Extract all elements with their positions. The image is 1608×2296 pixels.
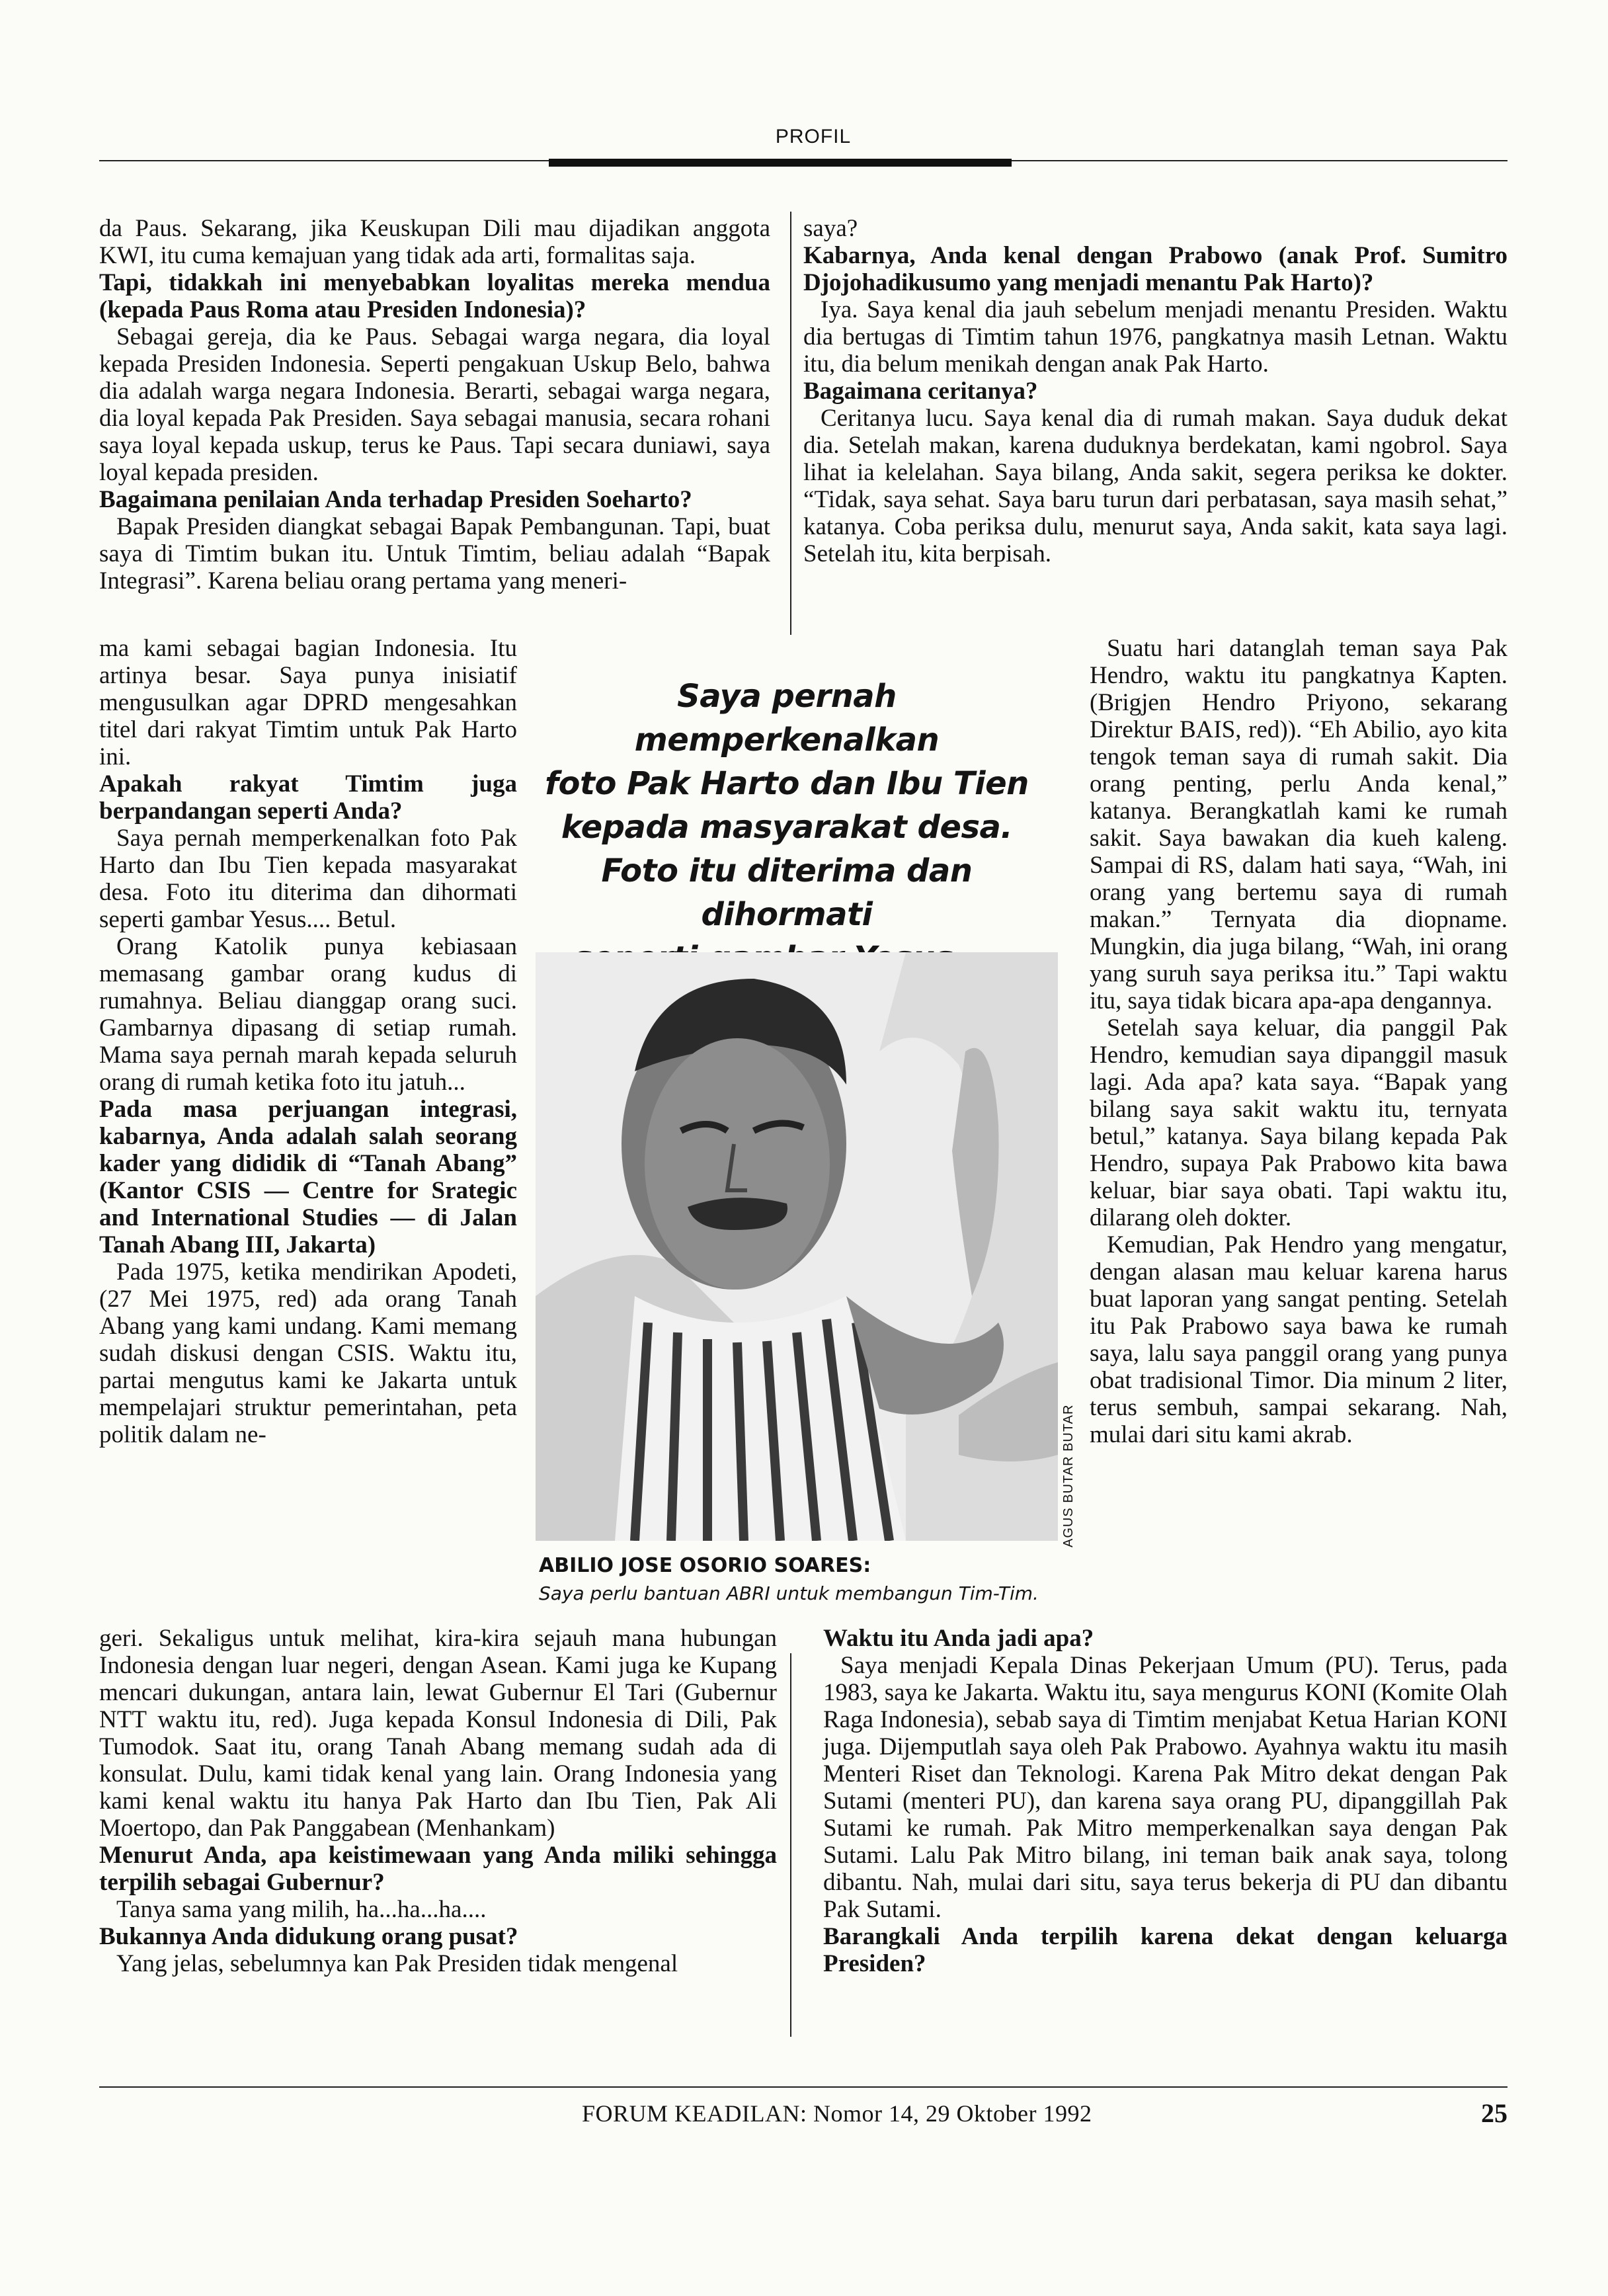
interview-answer: ma kami sebagai bagian Indonesia. Itu artinya besar. Saya punya inisiatif mengusulkan agar DPRD mengesahkan titel dari rakyat Timtim untuk Pak Harto ini.: [99, 635, 517, 770]
interview-answer: Ceritanya lucu. Saya kenal dia di rumah makan. Saya duduk dekat dia. Setelah makan, karena duduknya berdekatan, kami ngobrol. Saya lihat ia kelelahan. Saya bilang, Anda sakit, segera periksa ke dokter. “Tidak, saya sehat. Saya baru turun dari perbatasan, saya masih sehat,” katanya. Coba periksa dulu, menurut saya, Anda sakit, kata saya lagi. Setelah itu, kita berpisah.: [803, 405, 1508, 567]
column-right-top: [803, 215, 1508, 567]
interview-question: Waktu itu Anda jadi apa?: [823, 1625, 1094, 1652]
interview-answer: saya?: [803, 215, 858, 242]
interview-question: Apakah rakyat Timtim juga berpandangan seperti Anda?: [99, 770, 517, 825]
interview-answer: Sebagai gereja, dia ke Paus. Sebagai warga negara, dia loyal kepada Presiden Indonesia. Seperti pengakuan Uskup Belo, bahwa dia adalah warga negara Indonesia. Berarti, sebagai warga negara, dia loyal kepada Pak Presiden. Saya sebagai manusia, secara rohani saya loyal kepada uskup, terus ke Paus. Tapi secara duniawi, saya loyal kepada presiden.: [99, 323, 770, 486]
interview-answer: Pada 1975, ketika mendirikan Apodeti, (27 Mei 1975, red) ada orang Tanah Abang yang kami undang. Kami memang sudah diskusi dengan CSIS. Waktu itu, partai mengutus kami ke Jakarta untuk mempelajari struktur pemerintahan, peta politik dalam ne-: [99, 1258, 517, 1448]
column-right-narrow: [1090, 635, 1508, 1448]
photo-caption-text: Saya perlu bantuan ABRI untuk membangun Tim-Tim.: [539, 1582, 1039, 1604]
interview-answer: Saya pernah memperkenalkan foto Pak Harto dan Ibu Tien kepada masyarakat desa. Foto itu diterima dan dihormati seperti gambar Yesus.... Betul.: [99, 825, 517, 933]
interview-question: Menurut Anda, apa keistimewaan yang Anda miliki sehingga terpilih sebagai Gubernur?: [99, 1842, 777, 1896]
pull-quote-line: foto Pak Harto dan Ibu Tien: [545, 765, 1029, 802]
interview-answer: Iya. Saya kenal dia jauh sebelum menjadi menantu Presiden. Waktu dia bertugas di Timtim tahun 1976, pangkatnya masih Letnan. Waktu itu, dia belum menikah dengan anak Pak Harto.: [803, 296, 1508, 378]
interview-answer: geri. Sekaligus untuk melihat, kira-kira sejauh mana hubungan Indonesia dengan luar negeri, dengan Asean. Kami juga ke Kupang mencari dukungan, antara lain, lewat Gubernur El Tari (Gubernur NTT waktu itu, red). Juga kepada Konsul Indonesia di Dili, Pak Tumodok. Saat itu, orang Tanah Abang memang sudah ada di konsulat. Dulu, kami tidak kenal yang lain. Orang Indonesia yang kami kenal waktu itu hanya Pak Harto dan Ibu Tien, Pak Ali Moertopo, dan Pak Panggabean (Menhankam): [99, 1625, 777, 1842]
interview-answer: Orang Katolik punya kebiasaan memasang gambar orang kudus di rumahnya. Beliau dianggap orang suci. Gambarnya dipasang di setiap rumah. Mama saya pernah marah kepada seluruh orang di rumah ketika foto itu jatuh...: [99, 933, 517, 1096]
interview-question: Bagaimana ceritanya?: [803, 378, 1038, 405]
footer-rule: [99, 2086, 1508, 2088]
page-number: 25: [1481, 2098, 1508, 2128]
interview-question: Barangkali Anda terpilih karena dekat dengan keluarga Presiden?: [823, 1923, 1508, 1977]
interview-answer: Bapak Presiden diangkat sebagai Bapak Pembangunan. Tapi, buat saya di Timtim bukan itu. Untuk Timtim, beliau adalah “Bapak Integrasi”. Karena beliau orang pertama yang meneri-: [99, 513, 770, 594]
column-divider-bottom: [790, 1653, 791, 2037]
interview-answer: Saya menjadi Kepala Dinas Pekerjaan Umum (PU). Terus, pada 1983, saya ke Jakarta. Waktu itu, saya mengurus KONI (Komite Olah Raga Indonesia), sebab saya di Timtim menjabat Ketua Harian KONI juga. Dijemputlah saya oleh Pak Prabowo. Ayahnya waktu itu masih Menteri Riset dan Teknologi. Karena Pak Mitro dekat dengan Pak Sutami (menteri PU), dan karena saya orang PU, dipanggillah Pak Sutami ke rumah. Pak Mitro memperkenalkan saya dengan Pak Sutami. Lalu Pak Mitro bilang, ini teman baik anak saya, tolong dibantu. Nah, mulai dari situ, saya terus bekerja di PU dan dibantu Pak Sutami.: [823, 1652, 1508, 1923]
pull-quote-line: Foto itu diterima dan dihormati: [601, 852, 973, 933]
column-left-narrow: [99, 635, 517, 1448]
photo-caption-title: ABILIO JOSE OSORIO SOARES:: [539, 1554, 871, 1577]
pull-quote: [522, 675, 1051, 980]
interview-answer: Tanya sama yang milih, ha...ha...ha....: [116, 1896, 487, 1923]
portrait-illustration: [536, 952, 1058, 1541]
interview-question: Pada masa perjuangan integrasi, kabarnya, Anda adalah salah seorang kader yang dididik di “Tanah Abang” (Kantor CSIS — Centre for Srategic and International Studies — di Jalan Tanah Abang III, Jakarta): [99, 1096, 517, 1258]
interview-answer: da Paus. Sekarang, jika Keuskupan Dili mau dijadikan anggota KWI, itu cuma kemajuan yang tidak ada arti, formalitas saja.: [99, 215, 770, 269]
pull-quote-line: kepada masyarakat desa.: [561, 809, 1013, 846]
interview-answer: Kemudian, Pak Hendro yang mengatur, dengan alasan mau keluar karena harus buat laporan yang sangat penting. Setelah itu Pak Prabowo saya bawa ke rumah saya, lalu saya panggil orang yang punya obat tradisional Timor. Dia minum 2 liter, terus sembuh, sampai sekarang. Nah, mulai dari situ kami akrab.: [1090, 1231, 1508, 1448]
interview-answer: Suatu hari datanglah teman saya Pak Hendro, waktu itu pangkatnya Kapten. (Brigjen Hendro Priyono, sekarang Direktur BAIS, red)). “Eh Abilio, ayo kita tengok teman saya di rumah sakit. Dia orang penting, perlu Anda kenal,” katanya. Berangkatlah kami ke rumah sakit. Saya bawakan dia kueh kaleng. Sampai di RS, dalam hati saya, “Wah, ini orang yang bertemu saya di rumah makan.” Ternyata dia diopname. Mungkin, dia juga bilang, “Wah, ini orang yang suruh saya periksa itu.” Tapi waktu itu, saya tidak bicara apa-apa dengannya.: [1090, 635, 1508, 1014]
interview-question: Bukannya Anda didukung orang pusat?: [99, 1923, 518, 1950]
header-rule-accent: [549, 159, 1012, 167]
column-right-bottom: [823, 1625, 1508, 1977]
photo-credit: AGUS BUTAR BUTAR: [1061, 1404, 1076, 1547]
interview-question: Tapi, tidakkah ini menyebabkan loyalitas mereka mendua (kepada Paus Roma atau Presiden Indonesia)?: [99, 269, 770, 323]
pull-quote-line: Saya pernah memperkenalkan: [634, 678, 940, 758]
section-header: PROFIL: [775, 126, 852, 147]
interview-question: Kabarnya, Anda kenal dengan Prabowo (anak Prof. Sumitro Djojohadikusumo yang menjadi menantu Pak Harto)?: [803, 242, 1508, 296]
publication-footer: FORUM KEADILAN: Nomor 14, 29 Oktober 1992: [582, 2100, 1092, 2127]
column-divider-top: [790, 212, 791, 635]
interview-answer: Setelah saya keluar, dia panggil Pak Hendro, kemudian saya dipanggil masuk lagi. Ada apa? kata saya. “Bapak yang bilang saya sakit waktu itu, ternyata betul,” katanya. Saya bilang kepada Pak Hendro, supaya Pak Prabowo kita bawa keluar, biar saya obati. Tapi waktu itu, dilarang oleh dokter.: [1090, 1014, 1508, 1231]
column-left-bottom: [99, 1625, 777, 1977]
portrait-photo: [536, 952, 1058, 1541]
column-left-top: [99, 215, 770, 594]
interview-question: Bagaimana penilaian Anda terhadap Presiden Soeharto?: [99, 486, 692, 513]
interview-answer: Yang jelas, sebelumnya kan Pak Presiden tidak mengenal: [116, 1950, 678, 1977]
